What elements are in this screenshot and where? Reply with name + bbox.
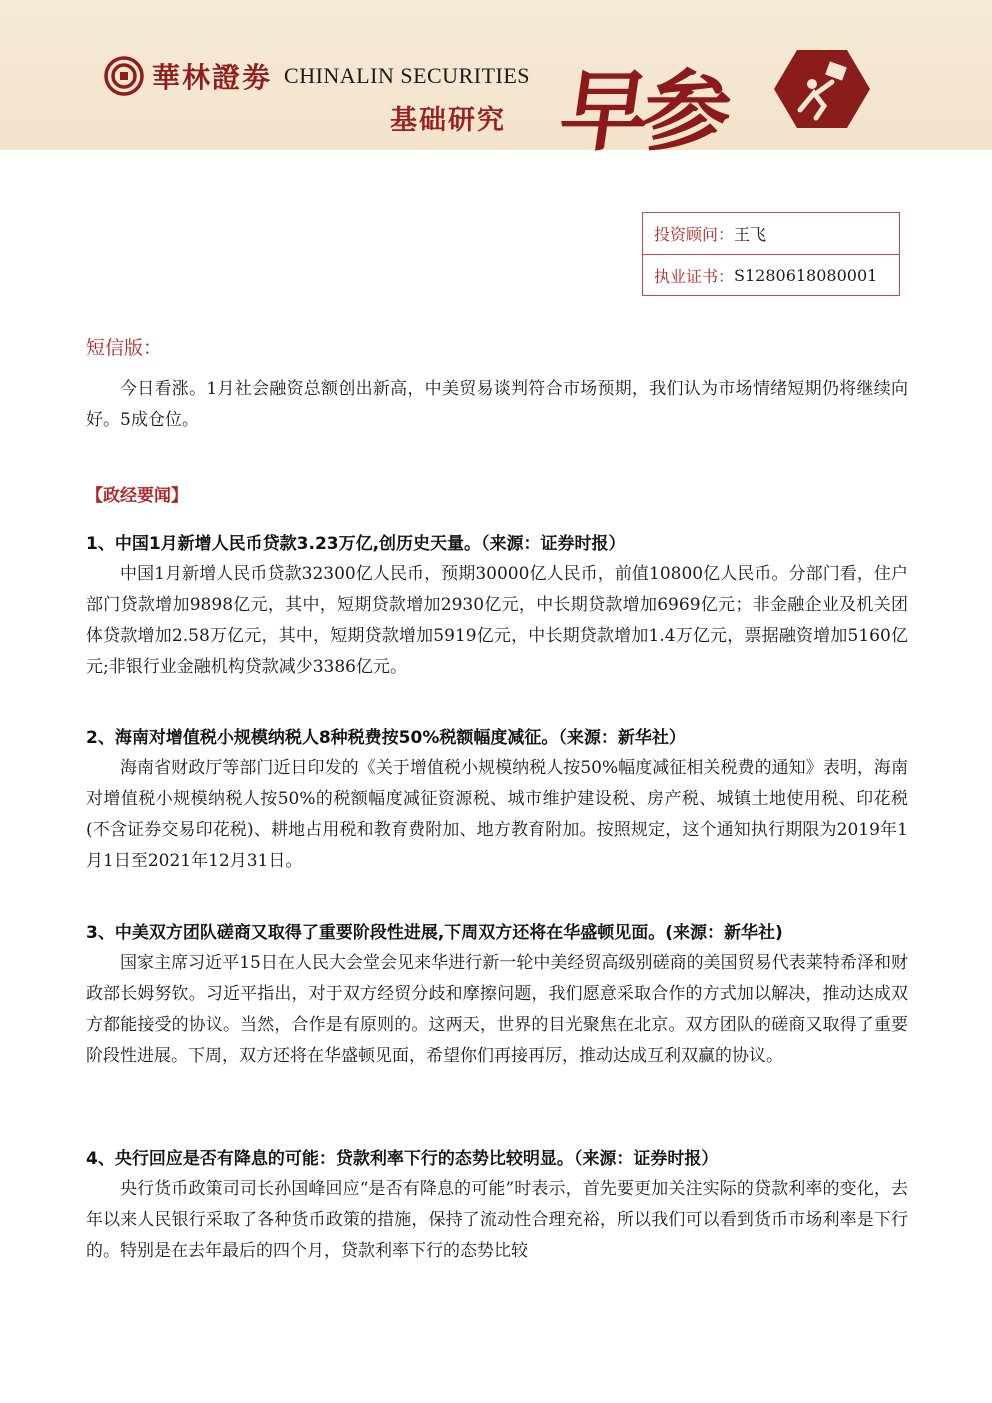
chinalin-logo-icon bbox=[104, 56, 144, 96]
advisor-cert-label: 执业证书： bbox=[654, 267, 735, 286]
brand-name-cn: 華林證劵 bbox=[152, 61, 273, 94]
advisor-cert-number: S1280618080001 bbox=[734, 266, 878, 285]
department-label: 基础研究 bbox=[390, 105, 506, 136]
advisor-box bbox=[642, 212, 900, 296]
news-title-4: 4、央行回应是否有降息的可能：贷款利率下行的态势比较明显。（来源：证券时报） bbox=[86, 1149, 719, 1169]
news-body-1: 中国1月新增人民币贷款32300亿人民币，预期30000亿人民币，前值10800亿人民币。分部门看，住户部门贷款增加9898亿元，其中，短期贷款增加2930亿元，中长期贷款增加6969亿元；非金融企业及机关团体贷款增加2.58万亿元，其中，短期贷款增加5919亿元，中长期贷款增加1.4万亿元，票据融资增加5160亿元;非银行业金融机构贷款减少3386亿元。 bbox=[86, 564, 908, 677]
advisor-name-row bbox=[643, 213, 899, 254]
reader-emblem-icon bbox=[772, 48, 872, 130]
brand-name-en: CHINALIN SECURITIES bbox=[284, 63, 531, 88]
advisor-name: 王飞 bbox=[734, 225, 767, 244]
news-title-3: 3、中美双方团队磋商又取得了重要阶段性进展,下周双方还将在华盛顿见面。(来源：新华社) bbox=[86, 923, 783, 943]
summary-title: 短信版： bbox=[86, 337, 163, 359]
report-name: 早参 bbox=[553, 59, 733, 163]
section-title: 【政经要闻】 bbox=[86, 486, 188, 506]
advisor-cert-row bbox=[643, 254, 899, 296]
news-body-3: 国家主席习近平15日在人民大会堂会见来华进行新一轮中美经贸高级别磋商的美国贸易代表莱特希泽和财政部长姆努钦。习近平指出，对于双方经贸分歧和摩擦问题，我们愿意采取合作的方式加以解决，推动达成双方都能接受的协议。当然，合作是有原则的。这两天，世界的目光聚焦在北京。双方团队的磋商又取得了重要阶段性进展。下周，双方还将在华盛顿见面，希望你们再接再厉，推动达成互利双赢的协议。 bbox=[86, 953, 908, 1066]
news-title-2: 2、海南对增值税小规模纳税人8种税费按50%税额幅度减征。（来源：新华社） bbox=[86, 728, 686, 748]
news-body-2: 海南省财政厅等部门近日印发的《关于增值税小规模纳税人按50%幅度减征相关税费的通知》表明，海南对增值税小规模纳税人按50%的税额幅度减征资源税、城市维护建设税、房产税、城镇土地使用税、印花税(不含证券交易印花税)、耕地占用税和教育费附加、地方教育附加。按照规定，这个通知执行期限为2019年1月1日至2021年12月31日。 bbox=[86, 758, 908, 871]
news-title-1: 1、中国1月新增人民币贷款3.23万亿,创历史天量。（来源：证券时报） bbox=[86, 534, 626, 554]
advisor-name-label: 投资顾问： bbox=[654, 225, 735, 244]
summary-text: 今日看涨。1月社会融资总额创出新高，中美贸易谈判符合市场预期，我们认为市场情绪短期仍将继续向好。5成仓位。 bbox=[86, 379, 908, 430]
brand-logo bbox=[104, 56, 530, 96]
news-body-4: 央行货币政策司司长孙国峰回应“是否有降息的可能”时表示，首先要更加关注实际的贷款利率的变化，去年以来人民银行采取了各种货币政策的措施，保持了流动性合理充裕，所以我们可以看到货币市场利率是下行的。特别是在去年最后的四个月，贷款利率下行的态势比较 bbox=[86, 1179, 908, 1261]
